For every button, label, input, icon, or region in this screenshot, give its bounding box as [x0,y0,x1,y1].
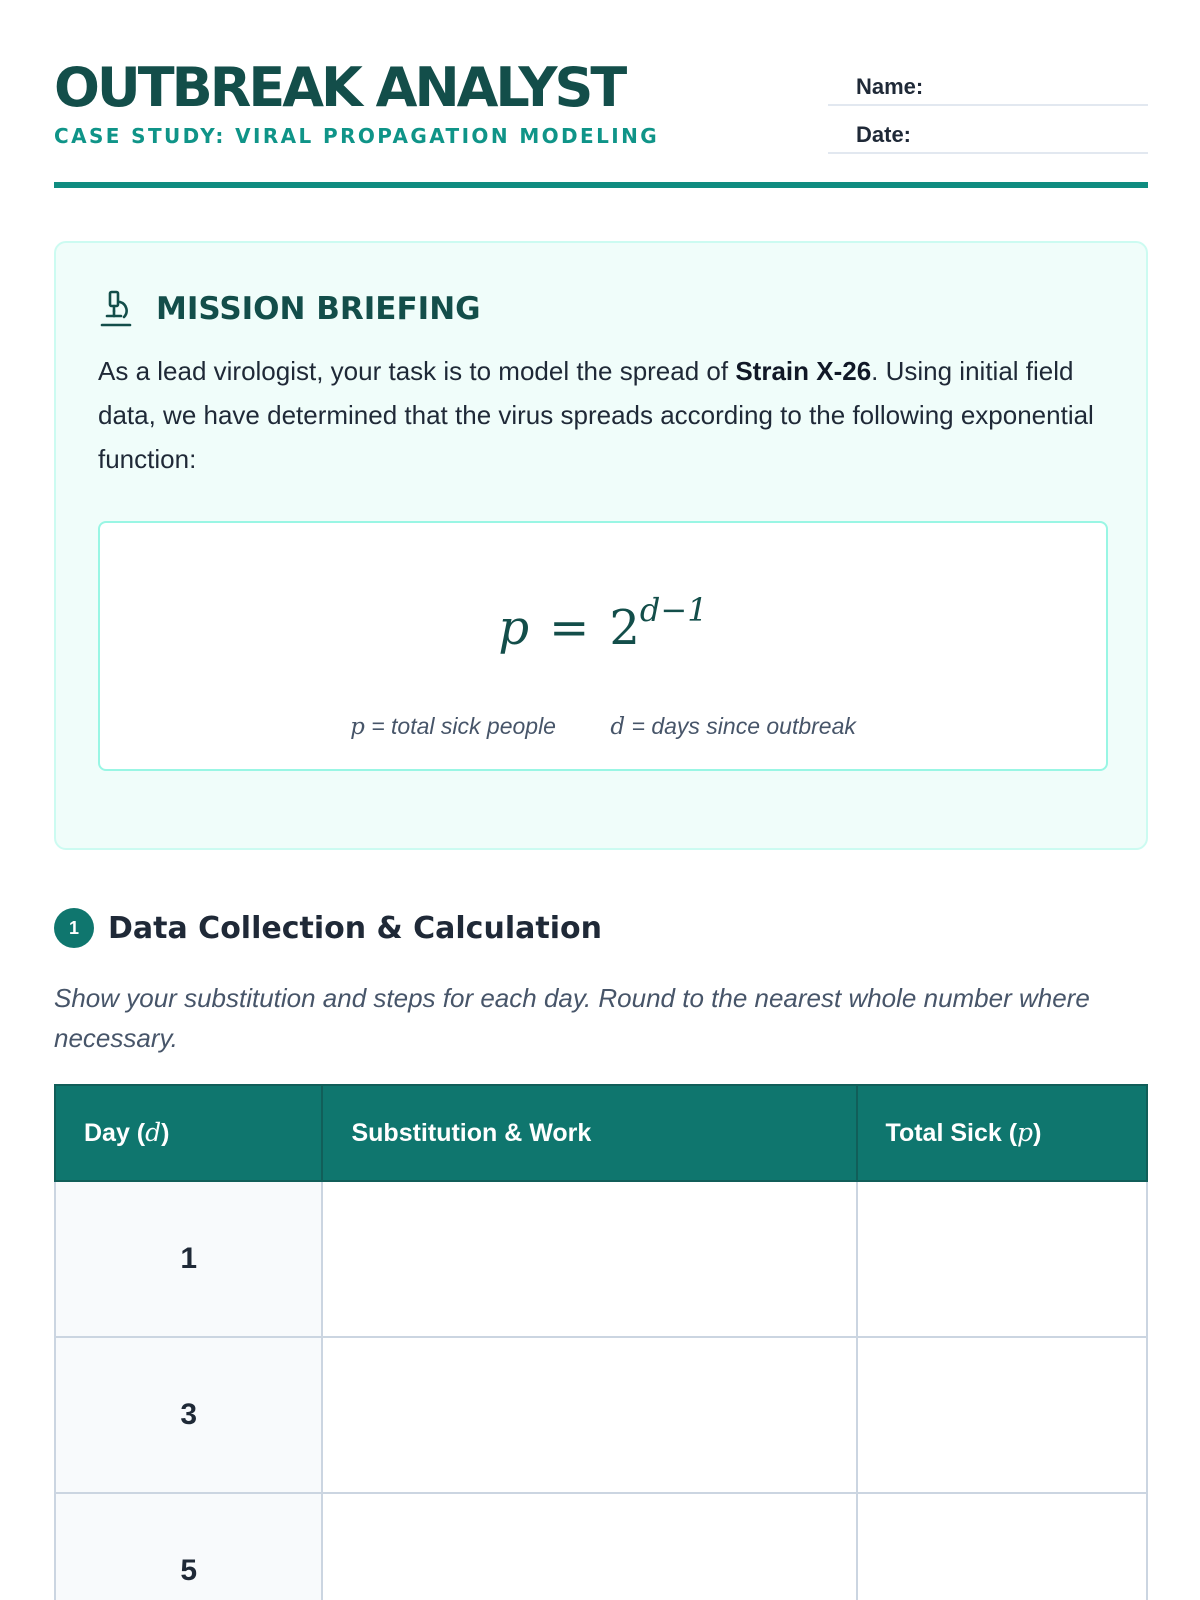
name-field[interactable] [828,64,1148,106]
student-fields [828,64,1148,160]
page-subtitle: CASE STUDY: VIRAL PROPAGATION MODELING [54,124,660,148]
section-instructions: Show your substitution and steps for each day. Round to the nearest whole number where necessary. [54,983,1090,1053]
date-field[interactable] [828,112,1148,154]
header-divider [54,182,1148,188]
section-number-badge: 1 [54,908,94,948]
day-cell: 5 [55,1493,322,1600]
day-cell: 3 [55,1337,322,1493]
total-cell[interactable] [857,1337,1147,1493]
data-table [54,1084,1148,1600]
formula-box [98,521,1108,771]
worksheet-header [54,56,1148,188]
legend-d: d = days since outbreak [610,713,856,740]
day-cell: 1 [55,1181,322,1337]
table-header-row [55,1085,1147,1181]
date-label: Date: [856,122,912,147]
mission-briefing-panel [54,241,1148,850]
table-row [55,1337,1147,1493]
total-cell[interactable] [857,1493,1147,1600]
work-cell[interactable] [322,1337,856,1493]
page-title: OUTBREAK ANALYST [54,56,625,119]
section-title: Data Collection & Calculation [108,910,602,946]
table-row [55,1181,1147,1337]
work-cell[interactable] [322,1493,856,1600]
total-cell[interactable] [857,1181,1147,1337]
col-work-header: Substitution & Work [322,1085,856,1181]
exponential-formula: $p = 2^{d-1}$ [498,591,708,656]
col-day-header: Day (d) [55,1085,322,1181]
work-cell[interactable] [322,1181,856,1337]
microscope-icon [98,290,134,328]
table-row [55,1493,1147,1600]
briefing-text: As a lead virologist, your task is to model the spread of Strain X-26. Using initial field data, we have determined that the virus spreads according to the following exponential function: [98,356,1094,474]
legend-p: p = total sick people [350,713,556,740]
briefing-title: MISSION BRIEFING [156,291,481,327]
section-1-heading [54,908,602,948]
formula-legend [100,713,1106,740]
col-total-header: Total Sick (p) [857,1085,1147,1181]
name-label: Name: [856,74,924,99]
briefing-heading [98,287,481,331]
strain-name: Strain X-26 [735,356,872,386]
